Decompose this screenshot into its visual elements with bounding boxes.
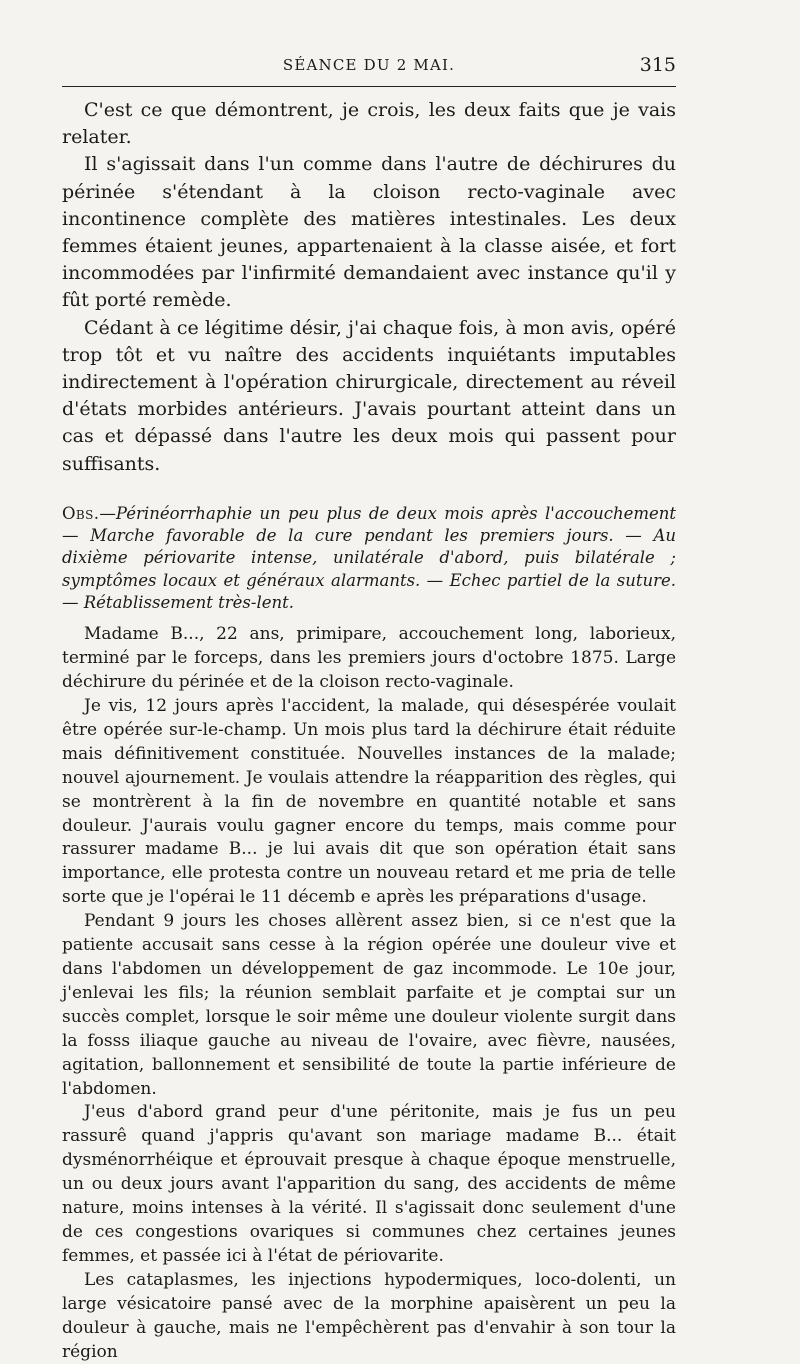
- case-paragraph: Pendant 9 jours les choses allèrent assez bien, si ce n'est que la patiente accusait sans cesse à la région opérée une douleur vive et dans l'abdomen un développement de gaz incommode. Le 10e jour, j'enlevai les fils; la réunion semblait parfaite et je comptai sur un succès complet, lorsque le soir même une douleur violente surgit dans la fosss iliaque gauche au niveau de l'ovaire, avec fièvre, nausées, agitation, ballonnement et sensibilité de toute la partie inférieure de l'abdomen.: [62, 911, 676, 1099]
- observation-summary: —Périnéorrhaphie un peu plus de deux mois après l'accouchement — Marche favorable de la cure pendant les premiers jours. — Au dixième périovarite intense, unilatérale d'abord, puis bilatérale ; symptômes locaux et généraux alarmants. — Echec partiel de la suture. — Rétablissement très-lent.: [62, 503, 676, 613]
- observation-label: Obs.: [62, 503, 100, 523]
- page-number: 315: [639, 54, 676, 76]
- paragraph: Il s'agissait dans l'un comme dans l'autre de déchirures du périnée s'étendant à la cloison recto-vaginale avec incontinence complète des matières intestinales. Les deux femmes étaient jeunes, appartenaient à la classe aisée, et fort incommodées par l'infirmité demandaient avec instance qu'il y fût porté remède.: [62, 153, 676, 312]
- case-paragraph: Les cataplasmes, les injections hypodermiques, loco-dolenti, un large vésicatoire pansé avec de la morphine apaisèrent un peu la douleur à gauche, mais ne l'empêchèrent pas d'envahir à son tour la région: [62, 1269, 676, 1362]
- book-page: [62, 52, 676, 1364]
- observation-heading: [62, 503, 676, 614]
- running-title: SÉANCE DU 2 MAI.: [282, 56, 456, 74]
- paragraph: Cédant à ce légitime désir, j'ai chaque fois, à mon avis, opéré trop tôt et vu naître des accidents inquiétants imputables indirectement à l'opération chirurgicale, directement au réveil d'états morbides antérieurs. J'avais pourtant atteint dans un cas et dépassé dans l'autre les deux mois qui passent pour suffisants.: [62, 316, 676, 475]
- main-text: [62, 97, 676, 478]
- case-paragraph: Je vis, 12 jours après l'accident, la malade, qui désespérée voulait être opérée sur-le-champ. Un mois plus tard la déchirure était réduite mais définitivement constituée. Nouvelles instances de la malade; nouvel ajournement. Je voulais attendre la réapparition des règles, qui se montrèrent à la fin de novembre en quantité notable et sans douleur. J'aurais voulu gagner encore du temps, mais comme pour rassurer madame B... je lui avais dit que son opération était sans importance, elle protesta contre un nouveau retard et me pria de telle sorte que je l'opérai le 11 décemb e après les préparations d'usage.: [62, 696, 676, 908]
- case-paragraph: J'eus d'abord grand peur d'une péritonite, mais je fus un peu rassurê quand j'appris qu'avant son mariage madame B... était dysménorrhéique et éprouvait presque à chaque époque menstruelle, un ou deux jours avant l'apparition du sang, des accidents de même nature, moins intenses à la vérité. Il s'agissait donc seulement d'une de ces congestions ovariques si communes chez certaines jeunes femmes, et passée ici à l'état de périovarite.: [62, 1102, 676, 1266]
- running-header: [62, 52, 676, 87]
- case-report: [62, 623, 676, 1364]
- case-paragraph: Madame B..., 22 ans, primipare, accouchement long, laborieux, terminé par le forceps, dans les premiers jours d'octobre 1875. Large déchirure du périnée et de la cloison recto-vaginale.: [62, 624, 676, 693]
- paragraph: C'est ce que démontrent, je crois, les deux faits que je vais relater.: [62, 99, 676, 149]
